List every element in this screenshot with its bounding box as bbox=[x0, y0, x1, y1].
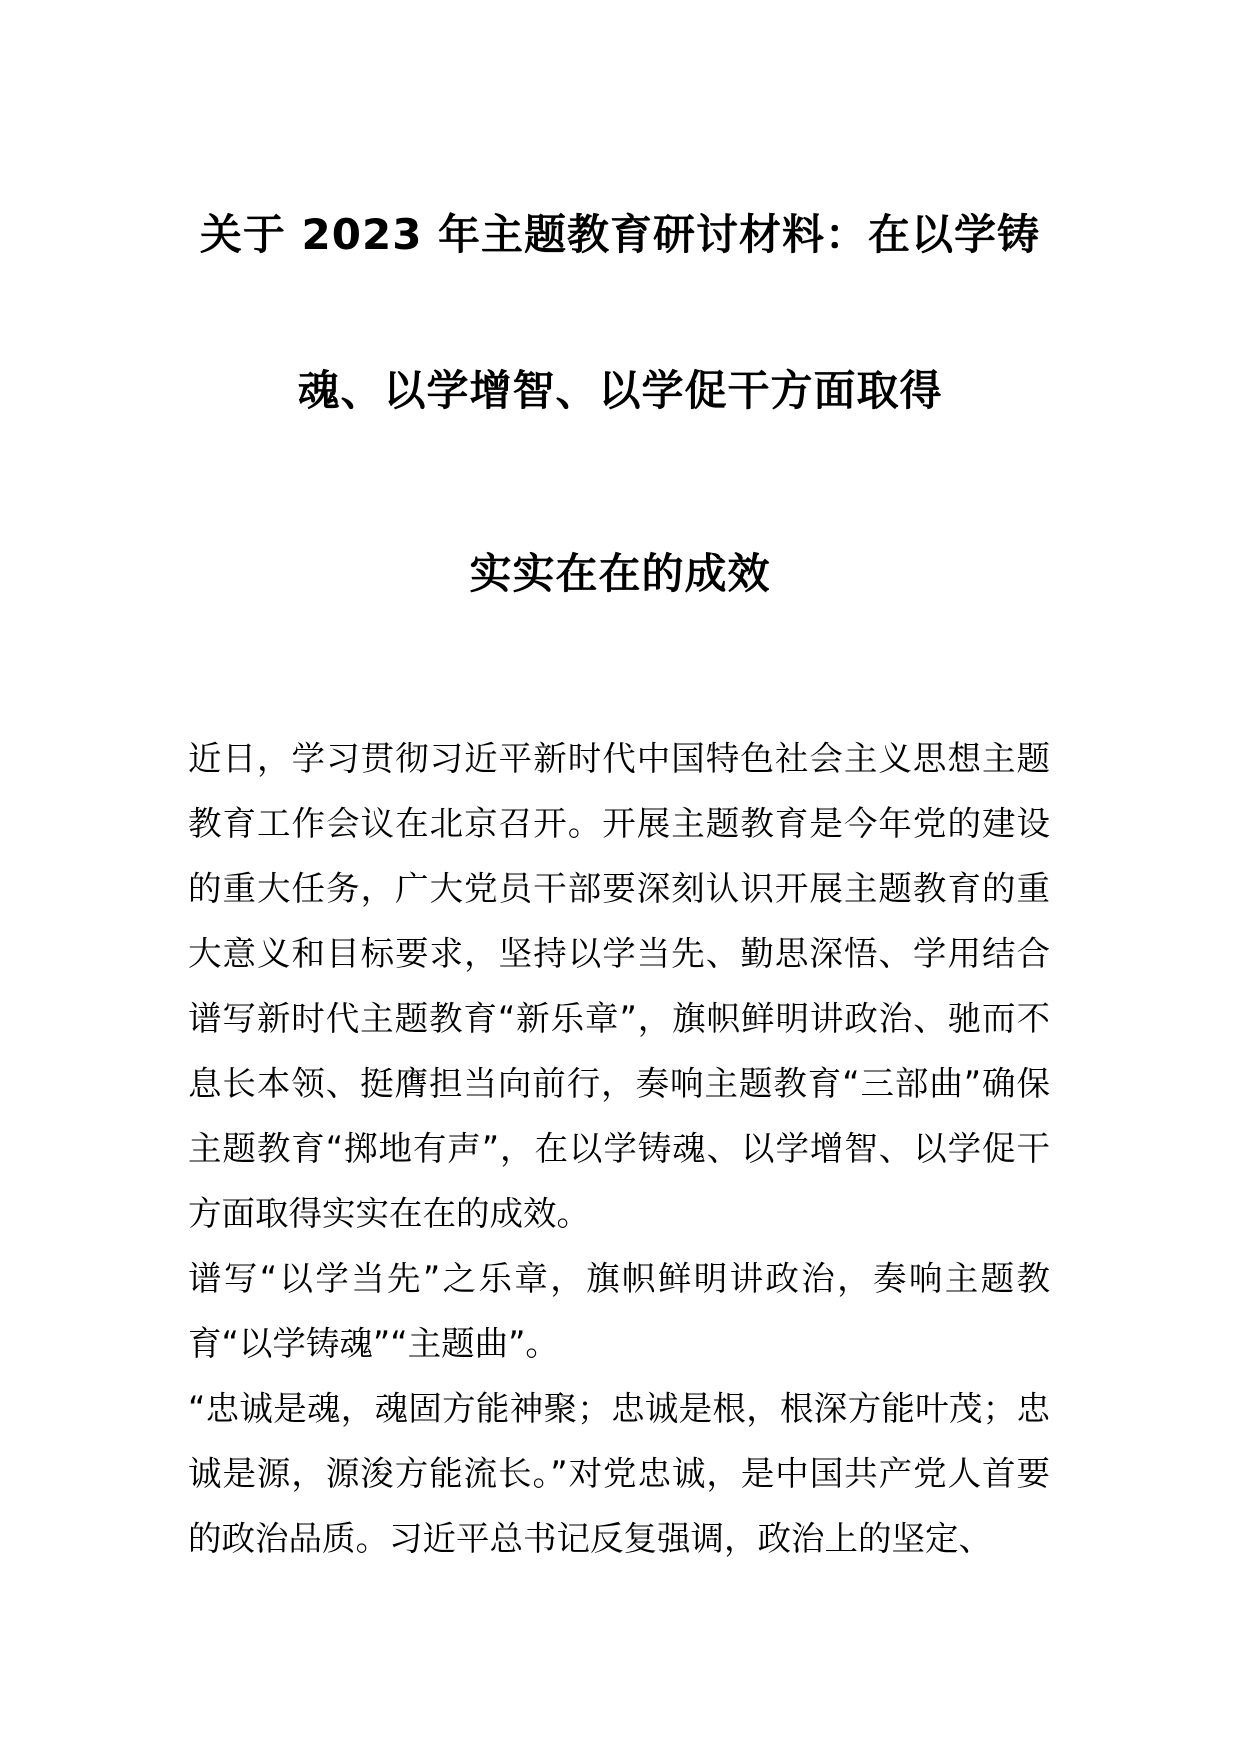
document-body bbox=[188, 726, 1050, 1571]
document-title-line-3: 实实在在的成效 bbox=[469, 549, 771, 598]
body-paragraph-1: 近日，学习贯彻习近平新时代中国特色社会主义思想主题教育工作会议在北京召开。开展主题教育是今年党的建设的重大任务，广大党员干部要深刻认识开展主题教育的重大意义和目标要求，坚持以学当先、勤思深悟、学用结合谱写新时代主题教育“新乐章”，旗帜鲜明讲政治、驰而不息长本领、挺膺担当向前行，奏响主题教育“三部曲”确保主题教育“掷地有声”，在以学铸魂、以学增智、以学促干方面取得实实在在的成效。 bbox=[188, 739, 1050, 1233]
body-paragraph-2: 谱写“以学当先”之乐章，旗帜鲜明讲政治，奏响主题教育“以学铸魂”“主题曲”。 bbox=[188, 1259, 1050, 1363]
body-paragraph-3: “忠诚是魂，魂固方能神聚；忠诚是根，根深方能叶茂；忠诚是源，源浚方能流长。”对党忠诚，是中国共产党人首要的政治品质。习近平总书记反复强调，政治上的坚定、 bbox=[188, 1389, 1050, 1558]
document-title-line-2: 魂、以学增智、以学促干方面取得 bbox=[297, 366, 943, 415]
document-title-line-1: 关于 2023 年主题教育研讨材料：在以学铸 bbox=[199, 210, 1041, 259]
